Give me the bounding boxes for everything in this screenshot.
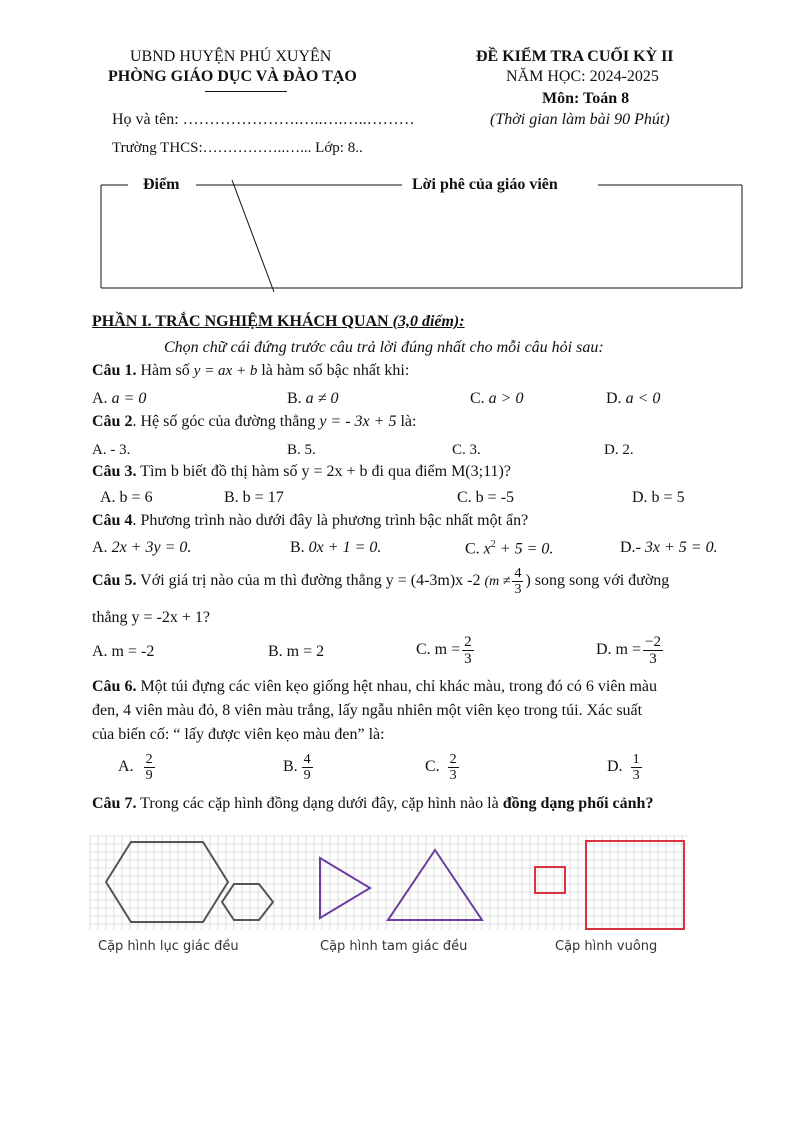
q5-line2: thẳng y = -2x + 1? (92, 609, 211, 626)
q3-text: Tìm b biết đồ thị hàm số y = 2x + b đi qua điểm M(3;11)? (140, 463, 511, 480)
q4-d-value: - 3x + 5 = 0. (635, 539, 718, 556)
q6-label: Câu 6. (92, 678, 137, 695)
small-hexagon (222, 884, 273, 920)
q4-option-d[interactable] (620, 539, 718, 557)
caption-triangle: Cặp hình tam giác đều (320, 939, 468, 954)
q7-bold-text: đồng dạng phối cảnh? (502, 795, 654, 812)
q4-option-a[interactable] (92, 539, 191, 557)
q6-c-denominator: 3 (449, 768, 457, 783)
q6-b-label: B. (283, 758, 298, 776)
score-box-frame (0, 0, 794, 300)
q5-option-a[interactable]: A. m = -2 (92, 643, 155, 660)
q4-text: . Phương trình nào dưới đây là phương trình bậc nhất một ẩn? (132, 512, 529, 529)
part1-title-text: PHẦN I. TRẮC NGHIỆM KHÁCH QUAN (92, 313, 389, 330)
q5-d-fraction (643, 634, 663, 667)
q6-a-numerator: 2 (145, 752, 153, 767)
q5-label: Câu 5. (92, 572, 137, 590)
q5-formula: y = (4-3m)x -2 (385, 572, 481, 590)
score-label: Điểm (143, 176, 180, 193)
q1-c-value: a > 0 (488, 390, 524, 407)
question-4 (92, 512, 528, 530)
q5-text-b: song song với đường (534, 572, 670, 590)
q1-a-value: a = 0 (111, 390, 147, 407)
part1-instruction: Chọn chữ cái đứng trước câu trả lời đúng nhất cho mỗi câu hỏi sau: (164, 339, 604, 356)
q6-option-a[interactable] (118, 752, 157, 783)
q1-b-value: a ≠ 0 (305, 390, 339, 407)
part1-title (92, 313, 465, 331)
q6-c-label: C. (425, 758, 440, 776)
question-1 (92, 362, 409, 380)
q2-option-a[interactable]: A. - 3. (92, 442, 131, 458)
q4-b-label: B. (290, 539, 305, 556)
teacher-comment-label: Lời phê của giáo viên (412, 176, 558, 193)
q7-label: Câu 7. (92, 795, 137, 812)
q6-b-fraction (302, 752, 313, 783)
q5-option-d[interactable] (596, 634, 665, 667)
subject: Môn: Toán 8 (542, 90, 630, 107)
q6-option-b[interactable] (283, 752, 315, 783)
q2-formula: y = - 3x + 5 (319, 413, 397, 430)
q6-a-label: A. (118, 758, 134, 776)
q5-option-c[interactable] (416, 634, 476, 667)
school-class-field[interactable]: Trường THCS:……………..…... Lớp: 8.. (112, 140, 363, 156)
q1-b-label: B. (287, 390, 302, 407)
q5-condition-fraction (512, 566, 523, 597)
q2-text: . Hệ số góc của đường thẳng (132, 413, 316, 430)
q2-option-d[interactable]: D. 2. (604, 442, 634, 458)
q4-a-value: 2x + 3y = 0. (111, 539, 192, 556)
q6-d-denominator: 3 (632, 768, 640, 783)
q1-d-value: a < 0 (625, 390, 661, 407)
q1-label: Câu 1. (92, 362, 137, 379)
q3-option-c[interactable]: C. b = -5 (457, 489, 515, 506)
q6-d-label: D. (607, 758, 623, 776)
question-6 (92, 678, 657, 696)
q2-label: Câu 2 (92, 413, 133, 430)
q6-line1: Một túi đựng các viên kẹo giống hệt nhau, chỉ khác màu, trong đó có 6 viên màu (140, 678, 657, 695)
question-7 (92, 795, 653, 813)
q6-option-d[interactable] (607, 752, 644, 783)
question-5 (92, 566, 669, 597)
exam-title: ĐỀ KIỂM TRA CUỐI KỲ II (476, 48, 674, 65)
similar-shapes-figure (88, 834, 694, 960)
q6-line2: đen, 4 viên màu đỏ, 8 viên màu trắng, lấy ngẫu nhiên một viên kẹo trong túi. Xác suất (92, 702, 643, 719)
q1-option-d[interactable] (606, 390, 660, 408)
q4-b-value: 0x + 1 = 0. (308, 539, 382, 556)
q3-option-a[interactable]: A. b = 6 (100, 489, 153, 506)
q1-a-label: A. (92, 390, 108, 407)
q6-c-numerator: 2 (449, 752, 457, 767)
q2-option-b[interactable]: B. 5. (287, 442, 316, 458)
q1-option-c[interactable] (470, 390, 523, 408)
q5-c-numerator: 2 (464, 634, 472, 650)
caption-square: Cặp hình vuông (555, 939, 658, 954)
q5-option-b[interactable]: B. m = 2 (268, 643, 325, 660)
q4-option-c[interactable] (465, 539, 553, 558)
q5-d-numerator: −2 (645, 634, 661, 650)
q5-cond-numerator: 4 (514, 566, 522, 581)
q4-a-label: A. (92, 539, 108, 556)
q5-d-label: D. m = (596, 641, 642, 659)
q3-option-d[interactable]: D. b = 5 (632, 489, 685, 506)
q5-c-label: C. m = (416, 641, 461, 659)
q1-option-a[interactable] (92, 390, 146, 408)
q6-d-fraction (631, 752, 642, 783)
q5-c-fraction (462, 634, 474, 667)
school-year: NĂM HỌC: 2024-2025 (506, 68, 659, 85)
q1-c-label: C. (470, 390, 485, 407)
name-field[interactable]: Họ và tên: ………………….…..….…..……… (112, 111, 415, 128)
q5-condition-pre: (m ≠ (484, 574, 511, 590)
q6-a-denominator: 9 (145, 768, 153, 783)
q5-condition-post: ) (525, 572, 531, 590)
q5-d-denominator: 3 (649, 651, 657, 667)
q4-option-b[interactable] (290, 539, 381, 557)
q5-cond-denominator: 3 (514, 582, 522, 597)
q6-a-fraction (144, 752, 155, 783)
caption-hexagon: Cặp hình lục giác đều (98, 939, 239, 954)
q4-label: Câu 4 (92, 512, 133, 529)
q3-label: Câu 3. (92, 463, 137, 480)
q4-d-label: D. (620, 539, 636, 556)
q1-text: Hàm số (140, 362, 190, 379)
q1-text-b: là hàm số bậc nhất khi: (261, 362, 410, 379)
q6-c-fraction (448, 752, 459, 783)
small-square (535, 867, 565, 893)
q4-c-rest: + 5 = 0. (495, 540, 554, 558)
q4-c-base: x (483, 540, 491, 558)
department-line: UBND HUYỆN PHÚ XUYÊN (130, 48, 332, 65)
time-allowed: (Thời gian làm bài 90 Phút) (490, 111, 670, 128)
q1-d-label: D. (606, 390, 622, 407)
q6-b-denominator: 9 (303, 768, 311, 783)
q6-line3: của biến cố: “ lấy được viên kẹo màu đen” là: (92, 726, 385, 743)
q6-option-c[interactable] (425, 752, 461, 783)
office-line: PHÒNG GIÁO DỤC VÀ ĐÀO TẠO (108, 68, 357, 85)
grid-paper (90, 836, 688, 930)
small-triangle (320, 858, 370, 918)
q5-text: Với giá trị nào của m thì đường thẳng (140, 572, 382, 590)
q4-c-label: C. (465, 540, 480, 558)
q2-text-b: là: (400, 413, 417, 430)
q5-c-denominator: 3 (464, 651, 472, 667)
question-2 (92, 413, 416, 431)
q1-formula: y = ax + b (193, 363, 258, 379)
question-3 (92, 463, 511, 481)
q1-option-b[interactable] (287, 390, 338, 408)
q2-option-c[interactable]: C. 3. (452, 442, 481, 458)
q7-text: Trong các cặp hình đồng dạng dưới đây, cặp hình nào là (140, 795, 499, 812)
q4-c-exponent: 2 (490, 539, 496, 550)
part1-points: (3,0 điểm): (392, 313, 465, 330)
q6-d-numerator: 1 (632, 752, 640, 767)
q3-option-b[interactable]: B. b = 17 (224, 489, 284, 506)
q6-b-numerator: 4 (303, 752, 311, 767)
